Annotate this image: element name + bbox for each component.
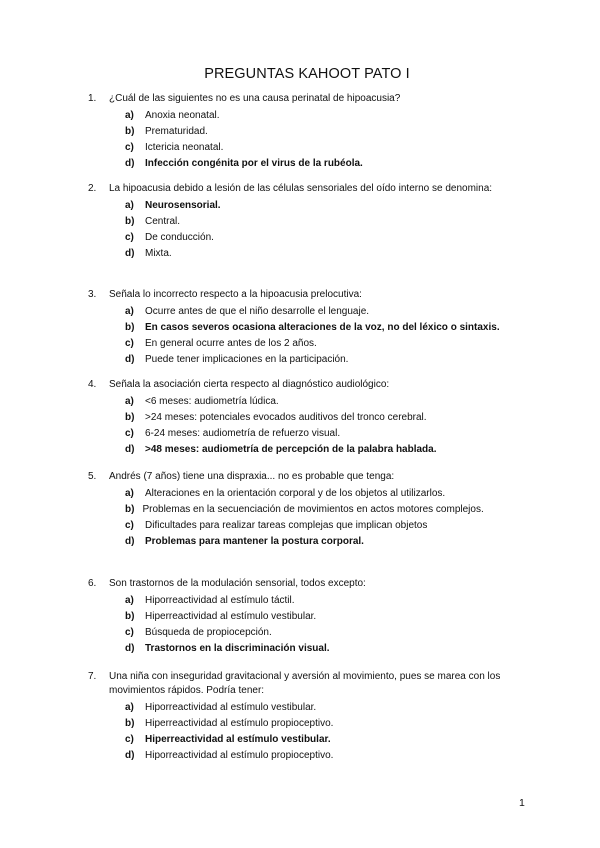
answer-options [88, 487, 518, 550]
option-text: 6-24 meses: audiometría de refuerzo visual. [145, 428, 341, 439]
option-text: Neurosensorial. [145, 200, 221, 211]
question-3 [88, 288, 518, 369]
answer-option [88, 626, 518, 641]
option-letter: d) [125, 354, 135, 365]
question-text: La hipoacusia debido a lesión de las células sensoriales del oído interno se denomina: [109, 183, 493, 194]
answer-option [88, 395, 518, 410]
question-number: 3. [88, 289, 97, 300]
question-number: 4. [88, 379, 97, 390]
option-letter: c) [125, 142, 134, 153]
answer-option [88, 411, 518, 426]
answer-options [88, 305, 518, 368]
question-1 [88, 92, 518, 173]
question-number: 6. [88, 578, 97, 589]
answer-option [88, 487, 518, 502]
answer-option [88, 141, 518, 156]
question-text: Una niña con inseguridad gravitacional y aversión al movimiento, pues se marea con los movimientos rápidos. Podría tener: [109, 671, 501, 696]
option-text: <6 meses: audiometría lúdica. [145, 396, 279, 407]
option-letter: b) [125, 412, 135, 423]
answer-options [88, 594, 518, 657]
option-text: Infección congénita por el virus de la rubéola. [145, 158, 363, 169]
answer-option [88, 519, 518, 534]
question-text: Señala la asociación cierta respecto al diagnóstico audiológico: [109, 379, 390, 390]
answer-option [88, 717, 518, 732]
option-text: Trastornos en la discriminación visual. [145, 643, 330, 654]
option-text: Central. [145, 216, 181, 227]
answer-option [88, 109, 518, 124]
answer-option-correct [88, 157, 518, 172]
answer-option [88, 749, 518, 764]
option-letter: d) [125, 444, 135, 455]
option-text: Ocurre antes de que el niño desarrolle el lenguaje. [145, 306, 370, 317]
option-text: Búsqueda de propiocepción. [145, 627, 272, 638]
option-text: Problemas para mantener la postura corporal. [145, 536, 364, 547]
option-letter: b) [125, 718, 135, 729]
answer-option [88, 337, 518, 352]
question-text: Señala lo incorrecto respecto a la hipoacusia prelocutiva: [109, 289, 362, 300]
answer-option [88, 701, 518, 716]
option-text: Hiperreactividad al estímulo vestibular. [145, 611, 317, 622]
option-letter: d) [125, 158, 135, 169]
answer-option [88, 353, 518, 368]
option-letter: b) [125, 504, 135, 515]
question-number: 5. [88, 471, 97, 482]
option-letter: c) [125, 734, 134, 745]
option-letter: c) [125, 428, 134, 439]
option-letter: d) [125, 536, 135, 547]
option-letter: b) [125, 216, 135, 227]
option-letter: d) [125, 750, 135, 761]
answer-option [88, 215, 518, 230]
question-text: Andrés (7 años) tiene una dispraxia... no es probable que tenga: [109, 471, 395, 482]
option-letter: a) [125, 110, 134, 121]
answer-option [88, 503, 518, 518]
question-text: Son trastornos de la modulación sensorial, todos excepto: [109, 578, 366, 589]
page-number: 1 [519, 797, 525, 809]
option-letter: a) [125, 306, 134, 317]
option-letter: a) [125, 595, 134, 606]
answer-option-correct [88, 321, 518, 336]
answer-option [88, 247, 518, 262]
question-text: ¿Cuál de las siguientes no es una causa perinatal de hipoacusia? [109, 93, 401, 104]
answer-option [88, 594, 518, 609]
option-letter: b) [125, 611, 135, 622]
option-text: Anoxia neonatal. [145, 110, 220, 121]
answer-option [88, 125, 518, 140]
option-letter: a) [125, 396, 134, 407]
option-letter: d) [125, 643, 135, 654]
option-text: Hiporreactividad al estímulo táctil. [145, 595, 295, 606]
answer-option [88, 305, 518, 320]
option-text: Hiporreactividad al estímulo vestibular. [145, 702, 317, 713]
answer-options [88, 395, 518, 458]
option-letter: c) [125, 338, 134, 349]
option-text: En general ocurre antes de los 2 años. [145, 338, 317, 349]
option-letter: c) [125, 520, 134, 531]
question-6 [88, 577, 518, 658]
question-number: 1. [88, 93, 97, 104]
answer-option [88, 231, 518, 246]
option-text: Problemas en la secuenciación de movimientos en actos motores complejos. [142, 504, 484, 515]
option-text: >24 meses: potenciales evocados auditivos del tronco cerebral. [145, 412, 427, 423]
option-text: >48 meses: audiometría de percepción de la palabra hablada. [145, 444, 437, 455]
answer-option [88, 610, 518, 625]
option-letter: a) [125, 200, 134, 211]
option-text: Hiporreactividad al estímulo propioceptivo. [145, 750, 334, 761]
option-text: Hiperreactividad al estímulo propioceptivo. [145, 718, 334, 729]
option-text: Dificultades para realizar tareas complejas que implican objetos [145, 520, 428, 531]
option-text: De conducción. [145, 232, 214, 243]
option-text: Mixta. [145, 248, 172, 259]
answer-option-correct [88, 443, 518, 458]
option-text: Alteraciones en la orientación corporal y de los objetos al utilizarlos. [145, 488, 446, 499]
question-number: 2. [88, 183, 97, 194]
option-text: Puede tener implicaciones en la participación. [145, 354, 349, 365]
option-text: Hiperreactividad al estímulo vestibular. [145, 734, 331, 745]
answer-option-correct [88, 642, 518, 657]
answer-option-correct [88, 535, 518, 550]
answer-option [88, 427, 518, 442]
answer-options [88, 701, 518, 764]
answer-options [88, 109, 518, 172]
option-letter: b) [125, 322, 135, 333]
question-7 [88, 670, 518, 765]
answer-option-correct [88, 199, 518, 214]
option-letter: a) [125, 702, 134, 713]
option-letter: c) [125, 627, 134, 638]
option-letter: a) [125, 488, 134, 499]
option-letter: d) [125, 248, 135, 259]
option-text: En casos severos ocasiona alteraciones de la voz, no del léxico o sintaxis. [145, 322, 500, 333]
answer-option-correct [88, 733, 518, 748]
option-letter: c) [125, 232, 134, 243]
question-5 [88, 470, 518, 551]
answer-options [88, 199, 518, 262]
option-text: Prematuridad. [145, 126, 208, 137]
question-number: 7. [88, 671, 97, 682]
option-letter: b) [125, 126, 135, 137]
question-4 [88, 378, 518, 459]
page-title: PREGUNTAS KAHOOT PATO I [204, 66, 410, 82]
option-text: Ictericia neonatal. [145, 142, 224, 153]
question-2 [88, 182, 518, 263]
